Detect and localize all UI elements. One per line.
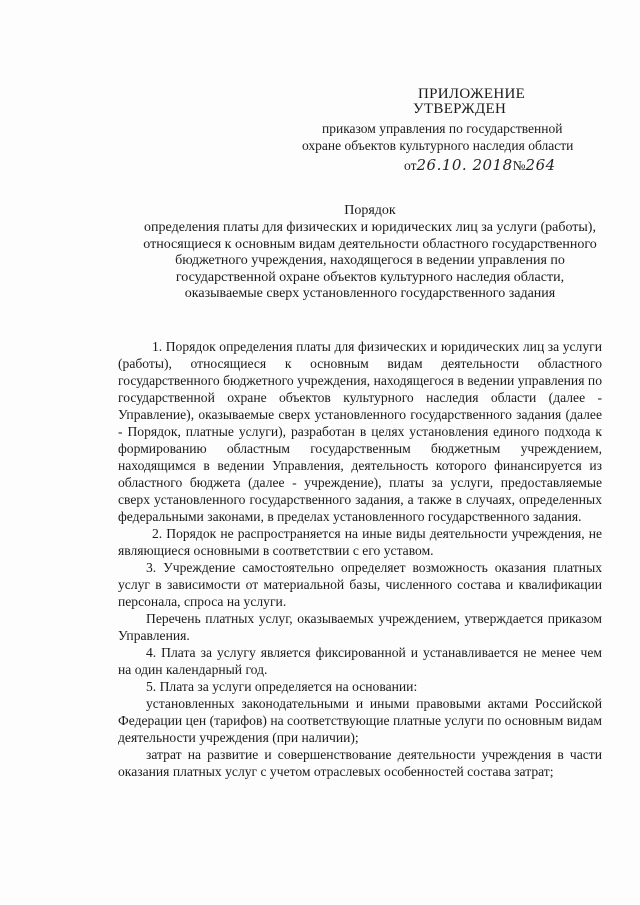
title-heading: Порядок (344, 203, 396, 218)
handwritten-number: 264 (525, 156, 556, 174)
paragraph-3: 3. Учреждение самостоятельно определяет возможность оказания платных услуг в зависимости от материальной базы, численного состава и квалификации персонала, спроса на услуги. (118, 560, 602, 609)
title-line: бюджетного учреждения, находящегося в ведении управления по (175, 253, 565, 268)
title-line: государственной охране объектов культурного наследия области, (175, 269, 565, 285)
approved-label: УТВЕРЖДЕН (413, 101, 507, 117)
order-date-line (404, 156, 556, 174)
order-line-2: охране объектов культурного наследия области (302, 138, 574, 153)
paragraph-5: 5. Плата за услуги определяется на основании: (146, 679, 418, 694)
title-line: оказываемые сверх установленного государственного задания (184, 286, 556, 301)
appendix-label: ПРИЛОЖЕНИЕ (418, 86, 526, 102)
paragraph-5-item-1: установленных законодательными и иными правовыми актами Российской Федерации цен (тарифов) на соответствующие платные услуги по основным видам деятельности учреждения (при наличии); (118, 696, 602, 745)
handwritten-date: 26.10. 2018 (416, 156, 513, 174)
order-line-1: приказом управления по государственной (322, 121, 563, 136)
paragraph-1: 1. Порядок определения платы для физических и юридических лиц за услуги (работы), относящиеся к основным видам деятельности областного государственного бюджетного учреждения, находящегося в ведении управления по государственной охране объектов культурного наследия области (далее - Управление), оказываемые сверх установленного государственного задания (далее - Порядок, платные услуги), разработан в целях установления единого подхода к формированию областным государственным бюджетным учреждением, находящимся в ведении Управления, деятельность которого финансируется из областного бюджета (далее - учреждение), платы за услуги, предоставляемые сверх установленного государственного задания, а также в случаях, определенных федеральными законами, в пределах установленного государственного задания. (118, 339, 602, 524)
paragraph-services-list: Перечень платных услуг, оказываемых учреждением, утверждается приказом Управления. (118, 611, 602, 643)
date-prefix: от (404, 158, 417, 173)
title-line: относящиеся к основным видам деятельности областного государственного (143, 236, 597, 252)
paragraph-5-item-2: затрат на развитие и совершенствование деятельности учреждения в части оказания платных услуг с учетом отраслевых особенностей состава затрат; (118, 747, 602, 779)
number-prefix: № (512, 158, 526, 173)
document-title (100, 202, 640, 303)
paragraph-4: 4. Плата за услугу является фиксированной и устанавливается не менее чем на один календарный год. (118, 645, 602, 677)
document-body (118, 338, 602, 780)
paragraph-2: 2. Порядок не распространяется на иные виды деятельности учреждения, не являющиеся основными в соответствии с его уставом. (118, 526, 602, 558)
title-line: определения платы для физических и юридических лиц за услуги (работы), (144, 220, 596, 235)
